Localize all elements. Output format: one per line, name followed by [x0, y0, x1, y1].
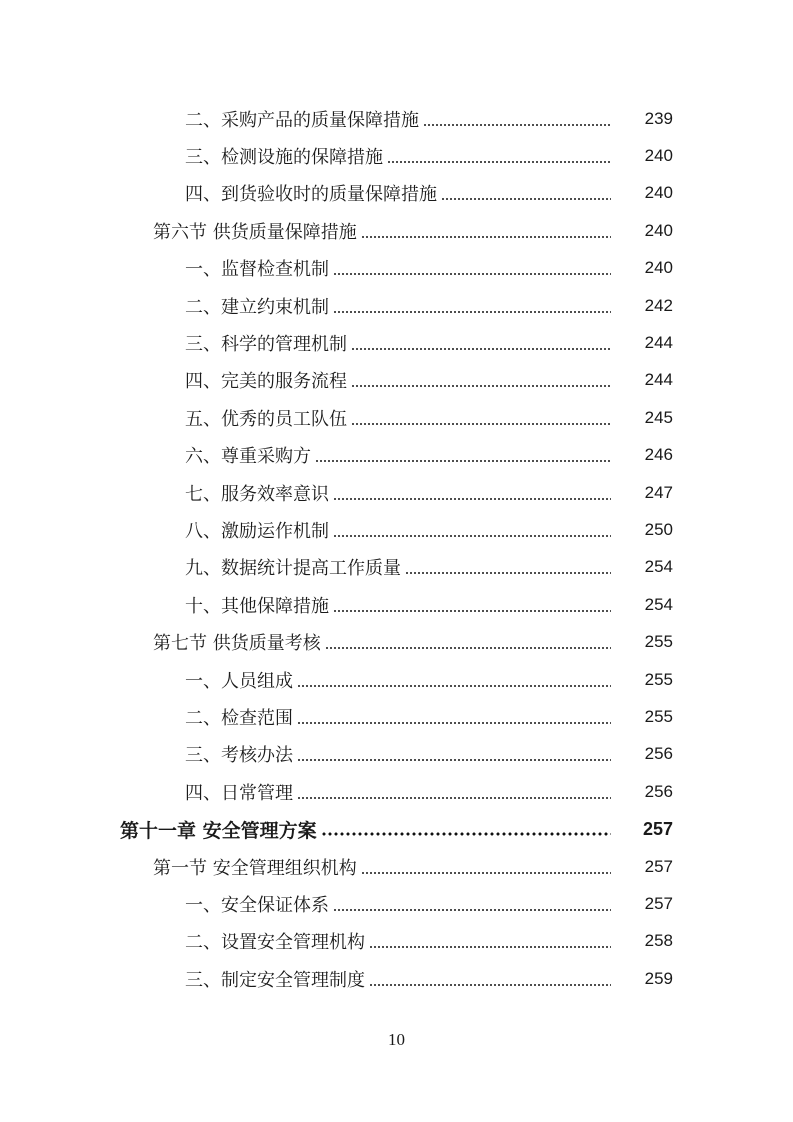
toc-entry-title: 三、考核办法 [185, 741, 297, 767]
toc-entry-page-number: 255 [644, 706, 673, 726]
toc-entry-title: 三、制定安全管理制度 [185, 966, 369, 992]
toc-item-entry[interactable] [0, 287, 793, 324]
dot-leader [315, 446, 611, 464]
toc-section-entry[interactable] [0, 623, 793, 660]
dot-leader [333, 895, 611, 913]
toc-entry-title: 十、其他保障措施 [185, 592, 333, 618]
toc-item-entry[interactable] [0, 324, 793, 361]
toc-item-entry[interactable] [0, 175, 793, 212]
toc-entry-title: 第十一章 安全管理方案 [120, 816, 321, 843]
toc-entry-title: 二、检查范围 [185, 704, 297, 730]
toc-entry-title: 二、采购产品的质量保障措施 [185, 106, 423, 132]
toc-item-entry[interactable] [0, 885, 793, 922]
toc-entry-title: 三、科学的管理机制 [185, 330, 351, 356]
toc-entry-page-number: 257 [644, 893, 673, 913]
dot-leader [405, 558, 611, 576]
toc-entry-title: 四、完美的服务流程 [185, 367, 351, 393]
dot-leader [369, 970, 611, 988]
toc-item-entry[interactable] [0, 549, 793, 586]
toc-item-entry[interactable] [0, 511, 793, 548]
dot-leader [351, 371, 611, 389]
toc-item-entry[interactable] [0, 698, 793, 735]
table-of-contents [0, 100, 793, 997]
toc-entry-title: 一、人员组成 [185, 667, 297, 693]
toc-entry-title: 五、优秀的员工队伍 [185, 405, 351, 431]
toc-entry-title: 二、建立约束机制 [185, 293, 333, 319]
toc-entry-title: 一、监督检查机制 [185, 255, 333, 281]
toc-entry-page-number: 239 [644, 108, 673, 128]
toc-entry-page-number: 246 [644, 445, 673, 465]
toc-entry-title: 三、检测设施的保障措施 [185, 143, 387, 169]
page-number: 10 [388, 1030, 405, 1049]
dot-leader [361, 858, 611, 876]
toc-item-entry[interactable] [0, 586, 793, 623]
toc-entry-page-number: 256 [644, 744, 673, 764]
toc-item-entry[interactable] [0, 773, 793, 810]
dot-leader [351, 334, 611, 352]
dot-leader [297, 783, 611, 801]
toc-entry-page-number: 254 [644, 557, 673, 577]
dot-leader [297, 671, 611, 689]
toc-entry-title: 四、到货验收时的质量保障措施 [185, 180, 441, 206]
dot-leader [321, 820, 611, 838]
toc-entry-page-number: 240 [644, 258, 673, 278]
toc-entry-page-number: 242 [644, 295, 673, 315]
toc-entry-page-number: 255 [644, 632, 673, 652]
toc-item-entry[interactable] [0, 362, 793, 399]
toc-entry-page-number: 258 [644, 931, 673, 951]
toc-item-entry[interactable] [0, 100, 793, 137]
dot-leader [333, 484, 611, 502]
toc-entry-title: 七、服务效率意识 [185, 480, 333, 506]
toc-entry-page-number: 255 [644, 669, 673, 689]
dot-leader [333, 521, 611, 539]
toc-item-entry[interactable] [0, 474, 793, 511]
dot-leader [361, 222, 611, 240]
toc-entry-title: 八、激励运作机制 [185, 517, 333, 543]
toc-chapter-entry[interactable] [0, 810, 793, 847]
dot-leader [423, 110, 611, 128]
toc-entry-page-number: 240 [644, 183, 673, 203]
toc-item-entry[interactable] [0, 923, 793, 960]
dot-leader [369, 932, 611, 950]
toc-entry-title: 四、日常管理 [185, 779, 297, 805]
dot-leader [325, 633, 611, 651]
toc-entry-page-number: 254 [644, 594, 673, 614]
toc-entry-title: 九、数据统计提高工作质量 [185, 554, 405, 580]
toc-item-entry[interactable] [0, 399, 793, 436]
toc-entry-page-number: 250 [644, 519, 673, 539]
toc-item-entry[interactable] [0, 137, 793, 174]
toc-entry-title: 六、尊重采购方 [185, 442, 315, 468]
toc-entry-page-number: 240 [644, 146, 673, 166]
toc-entry-page-number: 259 [644, 968, 673, 988]
toc-item-entry[interactable] [0, 960, 793, 997]
toc-entry-title: 第七节 供货质量考核 [153, 629, 325, 655]
toc-entry-title: 第一节 安全管理组织机构 [153, 854, 361, 880]
toc-entry-page-number: 256 [644, 781, 673, 801]
toc-entry-page-number: 257 [642, 818, 673, 839]
toc-entry-page-number: 244 [644, 370, 673, 390]
toc-entry-title: 一、安全保证体系 [185, 891, 333, 917]
toc-entry-page-number: 245 [644, 407, 673, 427]
dot-leader [333, 596, 611, 614]
dot-leader [351, 409, 611, 427]
dot-leader [297, 745, 611, 763]
toc-entry-page-number: 247 [644, 482, 673, 502]
toc-entry-page-number: 240 [644, 220, 673, 240]
dot-leader [333, 297, 611, 315]
toc-entry-page-number: 244 [644, 333, 673, 353]
toc-entry-title: 第六节 供货质量保障措施 [153, 218, 361, 244]
toc-entry-page-number: 257 [644, 856, 673, 876]
toc-entry-title: 二、设置安全管理机构 [185, 928, 369, 954]
toc-item-entry[interactable] [0, 736, 793, 773]
toc-section-entry[interactable] [0, 212, 793, 249]
toc-item-entry[interactable] [0, 661, 793, 698]
dot-leader [333, 259, 611, 277]
dot-leader [297, 708, 611, 726]
toc-item-entry[interactable] [0, 437, 793, 474]
dot-leader [387, 147, 611, 165]
toc-item-entry[interactable] [0, 250, 793, 287]
dot-leader [441, 184, 611, 202]
toc-section-entry[interactable] [0, 848, 793, 885]
